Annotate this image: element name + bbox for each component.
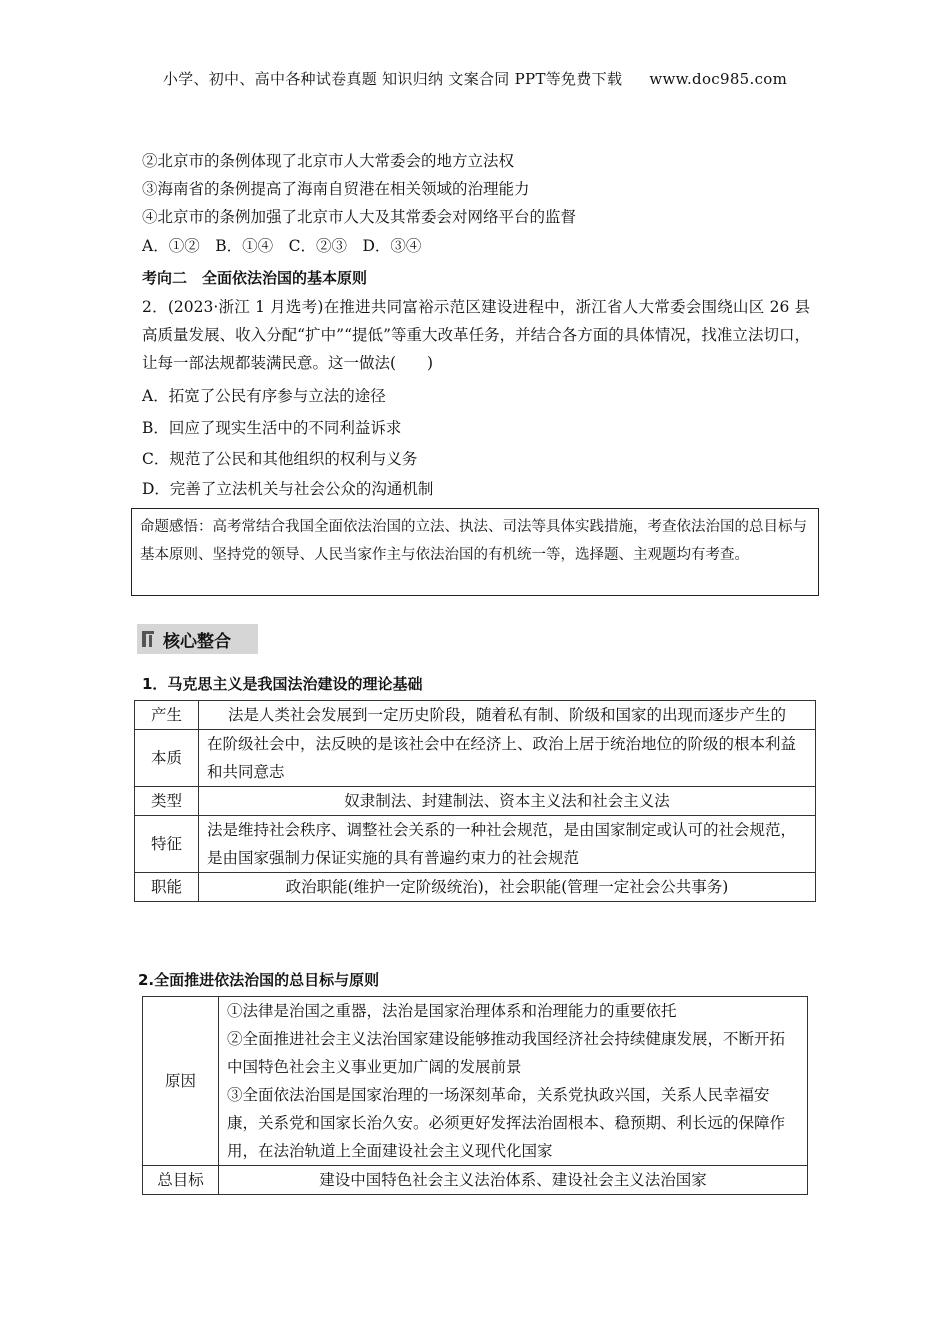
table-row bbox=[143, 997, 808, 1166]
q1-option-4: ④北京市的条例加强了北京市人大及其常委会对网络平台的监督 bbox=[142, 208, 577, 226]
section-marker-icon bbox=[142, 631, 154, 647]
table-row bbox=[135, 787, 816, 816]
q1-option-3: ③海南省的条例提高了海南自贸港在相关领域的治理能力 bbox=[142, 180, 530, 198]
reason-item: ③全面依法治国是国家治理的一场深刻革命，关系党执政兴国，关系人民幸福安康，关系党和国家长治久安。必须更好发挥法治固根本、稳预期、利长远的保障作用，在法治轨道上全面建设社会主义现代化国家 bbox=[227, 1086, 786, 1160]
insight-text: 命题感悟：高考常结合我国全面依法治国的立法、执法、司法等具体实践措施，考查依法治国的总目标与基本原则、坚持党的领导、人民当家作主与依法治国的有机统一等，选择题、主观题均有考查。 bbox=[140, 519, 807, 563]
q2-option-d: D．完善了立法机关与社会公众的沟通机制 bbox=[142, 480, 434, 498]
table2-title: 2.全面推进依法治国的总目标与原则 bbox=[138, 971, 380, 989]
table-row bbox=[135, 701, 816, 730]
core-tag-label: 核心整合 bbox=[163, 632, 231, 652]
table1-title: 1．马克思主义是我国法治建设的理论基础 bbox=[142, 675, 423, 693]
q2-option-c: C．规范了公民和其他组织的权利与义务 bbox=[142, 450, 418, 468]
row-content bbox=[219, 997, 808, 1166]
row-label: 总目标 bbox=[143, 1166, 219, 1195]
row-content: 奴隶制法、封建制法、资本主义法和社会主义法 bbox=[199, 787, 816, 816]
row-content: 在阶级社会中，法反映的是该社会中在经济上、政治上居于统治地位的阶级的根本利益和共同意志 bbox=[199, 730, 816, 787]
table1 bbox=[134, 700, 816, 902]
table-row bbox=[135, 873, 816, 902]
core-integration-tag bbox=[137, 624, 258, 654]
insight-box bbox=[131, 508, 819, 596]
reason-item: ②全面推进社会主义法治国家建设能够推动我国经济社会持续健康发展，不断开拓中国特色社会主义事业更加广阔的发展前景 bbox=[227, 1030, 786, 1076]
header-url[interactable]: www.doc985.com bbox=[649, 70, 788, 88]
table-row bbox=[143, 1166, 808, 1195]
page-header bbox=[0, 68, 950, 89]
row-content: 政治职能(维护一定阶级统治)，社会职能(管理一定社会公共事务) bbox=[199, 873, 816, 902]
reason-item: ①法律是治国之重器，法治是国家治理体系和治理能力的重要依托 bbox=[227, 1002, 677, 1020]
row-label: 职能 bbox=[135, 873, 199, 902]
q2-stem: 2．(2023·浙江 1 月选考)在推进共同富裕示范区建设进程中，浙江省人大常委会围绕山区 26 县高质量发展、收入分配“扩中”“提低”等重大改革任务，并结合各方面的具体情况，找准立法切口，让每一部法规都装满民意。这一做法( ) bbox=[142, 298, 810, 372]
q1-option-2: ②北京市的条例体现了北京市人大常委会的地方立法权 bbox=[142, 152, 515, 170]
section2-title: 考向二 全面依法治国的基本原则 bbox=[142, 269, 368, 287]
q2-option-b: B．回应了现实生活中的不同利益诉求 bbox=[142, 419, 402, 437]
table-row bbox=[135, 816, 816, 873]
q1-choices: A．①② B．①④ C．②③ D．③④ bbox=[142, 237, 422, 255]
row-label: 类型 bbox=[135, 787, 199, 816]
row-content: 法是维持社会秩序、调整社会关系的一种社会规范，是由国家制定或认可的社会规范，是由国家强制力保证实施的具有普遍约束力的社会规范 bbox=[199, 816, 816, 873]
table-row bbox=[135, 730, 816, 787]
header-text: 小学、初中、高中各种试卷真题 知识归纳 文案合同 PPT等免费下载 bbox=[162, 70, 623, 88]
row-label: 产生 bbox=[135, 701, 199, 730]
table2 bbox=[142, 996, 808, 1195]
q2-option-a: A．拓宽了公民有序参与立法的途径 bbox=[142, 387, 386, 405]
row-label: 本质 bbox=[135, 730, 199, 787]
row-label: 特征 bbox=[135, 816, 199, 873]
row-label: 原因 bbox=[143, 997, 219, 1166]
row-content: 建设中国特色社会主义法治体系、建设社会主义法治国家 bbox=[219, 1166, 808, 1195]
row-content: 法是人类社会发展到一定历史阶段，随着私有制、阶级和国家的出现而逐步产生的 bbox=[199, 701, 816, 730]
